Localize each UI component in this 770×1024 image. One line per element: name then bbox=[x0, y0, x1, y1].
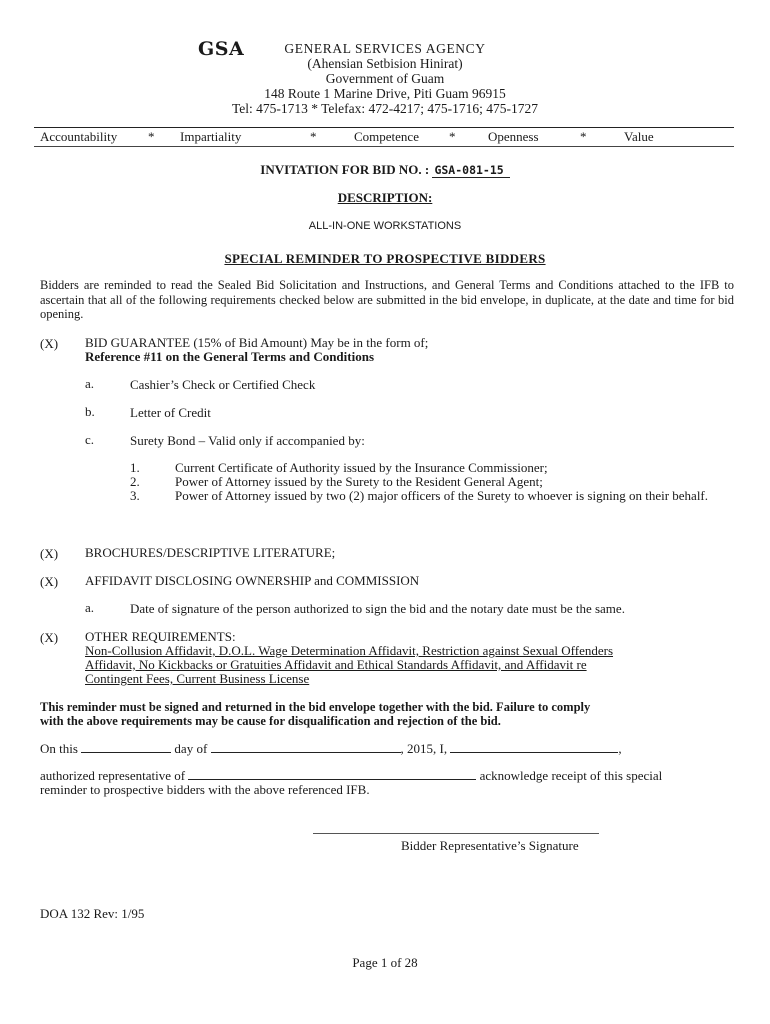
page-number: Page 1 of 28 bbox=[352, 955, 418, 970]
other-title: OTHER REQUIREMENTS: bbox=[85, 629, 236, 644]
ifb-number: GSA-081-15 bbox=[432, 163, 509, 178]
description-item: ALL-IN-ONE WORKSTATIONS bbox=[308, 220, 462, 232]
acknowledgement-line-3: reminder to prospective bidders with the above referenced IFB. bbox=[40, 782, 370, 797]
option-letter-b: b. bbox=[85, 404, 95, 419]
option-letter-c: c. bbox=[85, 432, 95, 447]
reminder-heading: SPECIAL REMINDER TO PROSPECTIVE BIDDERS bbox=[224, 251, 546, 266]
surety-item-1: Current Certificate of Authority issued by the Insurance Commissioner; bbox=[175, 460, 548, 475]
acknowledgement-line-1 bbox=[40, 741, 622, 757]
agency-native-name: (Ahensian Setbision Hinirat) bbox=[307, 56, 463, 71]
company-blank[interactable] bbox=[188, 768, 476, 780]
value-separator: * bbox=[449, 129, 456, 144]
comma-text: , bbox=[618, 741, 622, 756]
value-accountability: Accountability bbox=[40, 129, 118, 144]
description-heading: DESCRIPTION: bbox=[337, 190, 433, 205]
agency-name: GENERAL SERVICES AGENCY bbox=[284, 41, 486, 56]
value-impartiality: Impartiality bbox=[180, 129, 242, 144]
affidavit-note-letter: a. bbox=[85, 600, 95, 615]
acknowledge-text: acknowledge receipt of this special bbox=[479, 768, 663, 783]
agency-address: 148 Route 1 Marine Drive, Piti Guam 96915 bbox=[264, 86, 506, 101]
value-separator: * bbox=[310, 129, 317, 144]
affidavit-mark: (X) bbox=[40, 574, 59, 589]
bid-guarantee-title: BID GUARANTEE (15% of Bid Amount) May be in the form of; bbox=[85, 335, 429, 350]
brochures-mark: (X) bbox=[40, 546, 59, 561]
surety-num-3: 3. bbox=[130, 488, 140, 503]
option-surety-bond: Surety Bond – Valid only if accompanied by: bbox=[130, 433, 365, 448]
signature-label: Bidder Representative’s Signature bbox=[401, 838, 579, 853]
month-blank[interactable] bbox=[211, 741, 401, 753]
other-line-1: Non-Collusion Affidavit, D.O.L. Wage Determination Affidavit, Restriction against Sexual Offenders bbox=[85, 643, 614, 658]
authorized-text: authorized representative of bbox=[40, 768, 186, 783]
warning-line-2: with the above requirements may be cause for disqualification and rejection of the bid. bbox=[40, 714, 501, 728]
option-letter-a: a. bbox=[85, 376, 95, 391]
value-value: Value bbox=[624, 129, 654, 144]
option-letter-of-credit: Letter of Credit bbox=[130, 405, 211, 420]
brochures-title: BROCHURES/DESCRIPTIVE LITERATURE; bbox=[85, 545, 336, 560]
day-of-text: day of bbox=[174, 741, 208, 756]
surety-num-2: 2. bbox=[130, 474, 140, 489]
value-openness: Openness bbox=[488, 129, 539, 144]
government-name: Government of Guam bbox=[325, 71, 445, 86]
value-competence: Competence bbox=[354, 129, 419, 144]
form-number: DOA 132 Rev: 1/95 bbox=[40, 906, 145, 921]
header-rule bbox=[34, 127, 734, 128]
bid-guarantee-reference: Reference #11 on the General Terms and Conditions bbox=[85, 349, 375, 364]
agency-header bbox=[170, 41, 600, 116]
day-blank[interactable] bbox=[81, 741, 171, 753]
name-blank[interactable] bbox=[450, 741, 618, 753]
surety-item-3: Power of Attorney issued by two (2) major officers of the Surety to whoever is signing on their behalf. bbox=[175, 488, 709, 503]
invitation-for-bid bbox=[0, 162, 770, 178]
surety-num-1: 1. bbox=[130, 460, 140, 475]
values-rule bbox=[34, 146, 734, 147]
on-this-text: On this bbox=[40, 741, 78, 756]
warning-line-1: This reminder must be signed and returned in the bid envelope together with the bid. Failure to comply bbox=[40, 700, 591, 714]
other-line-3: Contingent Fees, Current Business License bbox=[85, 671, 310, 686]
surety-item-2: Power of Attorney issued by the Surety to the Resident General Agent; bbox=[175, 474, 543, 489]
other-mark: (X) bbox=[40, 630, 59, 645]
gsa-logo: GSA bbox=[198, 38, 245, 60]
option-cashiers-check: Cashier’s Check or Certified Check bbox=[130, 377, 316, 392]
year-text: , 2015, I, bbox=[400, 741, 448, 756]
value-separator: * bbox=[580, 129, 587, 144]
signature-line[interactable] bbox=[313, 833, 599, 834]
reminder-intro: Bidders are reminded to read the Sealed Bid Solicitation and Instructions, and General Terms and Conditions attached to the IFB to ascertain that all of the following requirements checked below are submitted in the bid envelope, in duplicate, at the date and time for bid opening. bbox=[40, 278, 734, 321]
affidavit-note: Date of signature of the person authorized to sign the bid and the notary date must be the same. bbox=[130, 601, 625, 616]
value-separator: * bbox=[148, 129, 155, 144]
bid-guarantee-mark: (X) bbox=[40, 336, 59, 351]
other-line-2: Affidavit, No Kickbacks or Gratuities Affidavit and Ethical Standards Affidavit, and Affidavit re bbox=[85, 657, 587, 672]
affidavit-title: AFFIDAVIT DISCLOSING OWNERSHIP and COMMISSION bbox=[85, 573, 420, 588]
ifb-label: INVITATION FOR BID NO. : bbox=[260, 162, 430, 177]
agency-phone: Tel: 475-1713 * Telefax: 472-4217; 475-1716; 475-1727 bbox=[231, 101, 539, 116]
